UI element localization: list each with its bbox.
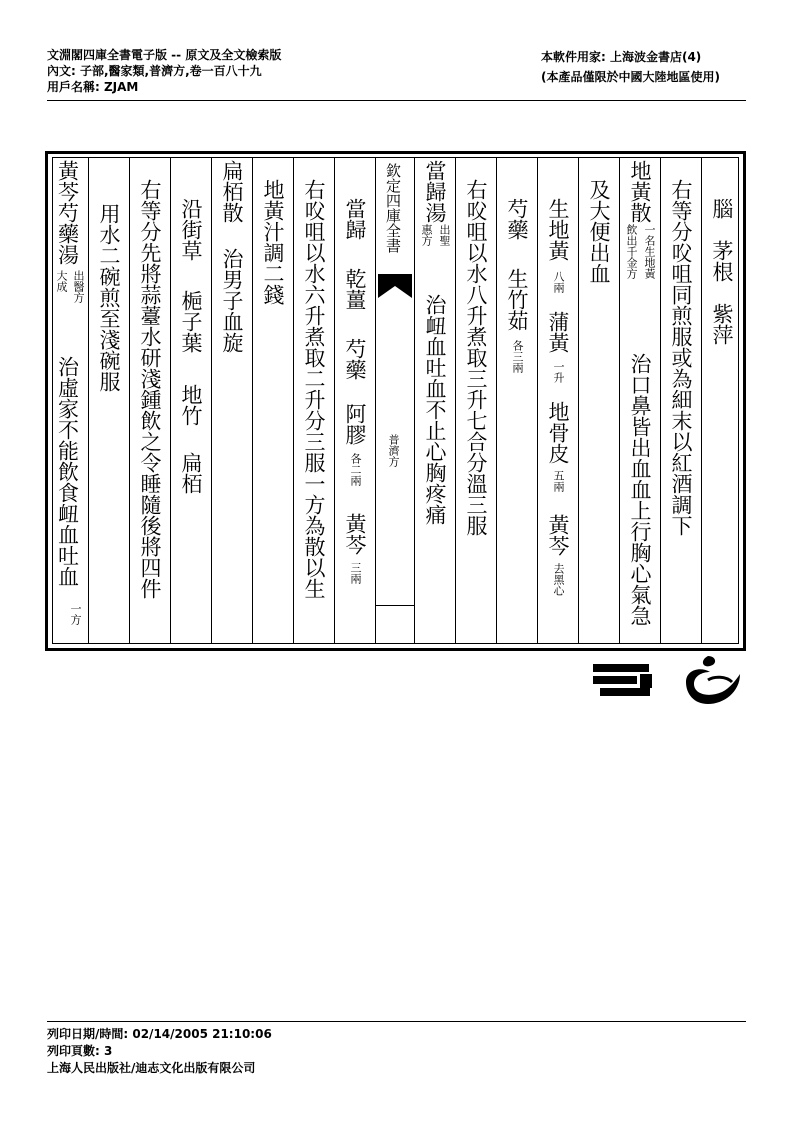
publisher-logo-icon (590, 652, 746, 712)
footer-divider (47, 1021, 746, 1022)
ingredient: 地骨皮 (546, 401, 570, 464)
dosage: 各二兩 (349, 453, 362, 486)
ingredient: 扁栢 (179, 452, 203, 494)
annotation: 一方 (69, 603, 82, 625)
text-column (252, 158, 293, 643)
ingredient: 當歸 (343, 198, 367, 240)
ingredient: 蒲黃 (546, 311, 570, 353)
annotation: 惠方 (420, 224, 433, 246)
header-right (541, 47, 720, 87)
ingredient: 芍藥 (343, 338, 367, 380)
header-content-path: 內文: 子部,醫家類,普濟方,卷一百八十九 (47, 64, 262, 78)
footer (47, 1026, 272, 1077)
dosage: 一升 (552, 361, 565, 383)
annotation: 飲出千金方 (625, 224, 638, 279)
ingredient: 生竹茹 (505, 268, 529, 331)
text-column (293, 158, 334, 643)
ingredient: 沿街草 (179, 198, 203, 261)
ingredient: 阿膠 (343, 403, 367, 445)
text-column (496, 158, 537, 643)
text-column (537, 158, 578, 643)
text-column (414, 158, 455, 643)
formula-name: 扁栢散 (220, 160, 244, 223)
annotation: 出聖 (438, 224, 451, 246)
ingredient: 地竹 (179, 384, 203, 426)
text-column (619, 158, 660, 643)
text-column (660, 158, 701, 643)
column-text: 用水二碗煎至淺碗服 (97, 203, 121, 392)
column-text: 治虛家不能飲食衄血吐血 (55, 356, 80, 587)
header-licensee: 本軟件用家: 上海波金書店(4) (541, 50, 702, 64)
header-left (47, 47, 281, 95)
dosage: 三兩 (349, 562, 362, 584)
header-region-note: (本產品僅限於中國大陸地區使用) (541, 70, 720, 84)
page-frame (45, 151, 746, 651)
ingredient: 梔子葉 (179, 290, 203, 353)
annotation: 大成 (55, 270, 68, 292)
banner-divider (376, 605, 414, 606)
header-divider (47, 100, 746, 101)
print-page-count: 列印頁數: 3 (47, 1044, 113, 1058)
banner-title: 欽定四庫全書 (384, 163, 402, 253)
print-datetime: 列印日期/時間: 02/14/2005 21:10:06 (47, 1027, 272, 1041)
ingredient: 芍藥 (505, 198, 529, 240)
text-column (578, 158, 619, 643)
ingredient: 黃芩 (343, 513, 367, 555)
banner-column (375, 158, 414, 643)
text-column (170, 158, 211, 643)
text-column (701, 158, 742, 643)
dosage: 五兩 (552, 470, 565, 492)
formula-name: 黃芩芍藥湯 (55, 160, 80, 265)
column-text: 右等分㕮咀同煎服或為細末以紅酒調下 (669, 179, 693, 536)
text-grid (52, 157, 739, 644)
formula-name: 當歸湯 (423, 160, 447, 223)
column-text: 治衄血吐血不止心胸疼痛 (423, 294, 447, 525)
annotation: 出醫方 (72, 270, 85, 303)
dosage: 八兩 (552, 271, 565, 293)
fishtail-icon (378, 274, 412, 300)
column-text: 治男子血旋 (220, 248, 244, 353)
text-column (47, 158, 88, 643)
banner-book-title: 普濟方 (387, 434, 400, 467)
text-column (334, 158, 375, 643)
column-text: 右㕮咀以水六升煮取二升分三服一方為散以生 (302, 179, 326, 599)
dosage: 各三兩 (511, 340, 524, 373)
header-title: 文淵閣四庫全書電子版 -- 原文及全文檢索版 (47, 48, 282, 62)
text-column (129, 158, 170, 643)
column-text: 腦 茅根 紫萍 (710, 198, 734, 345)
ingredient: 黃芩 (546, 514, 570, 556)
text-column (211, 158, 252, 643)
column-text: 及大便出血 (587, 179, 611, 284)
formula-name: 地黃散 (628, 160, 652, 223)
text-column (88, 158, 129, 643)
column-text: 治口鼻皆出血血上行胸心氣急 (628, 353, 652, 626)
ingredient: 生地黃 (546, 198, 570, 261)
ingredient: 乾薑 (343, 268, 367, 310)
column-text: 右等分先將蒜薹水研淺鍾飲之令睡隨後將四件 (138, 179, 162, 599)
column-text: 地黃汁調二錢 (261, 179, 285, 305)
header-user-name: 用戶名稱: ZJAM (47, 80, 139, 94)
annotation: 一名生地黃 (643, 224, 656, 279)
publisher-names: 上海人民出版社/迪志文化出版有限公司 (47, 1061, 256, 1075)
column-text: 右㕮咀以水八升煮取三升七合分溫三服 (464, 179, 488, 536)
dosage: 去黑心 (552, 563, 565, 596)
text-column (455, 158, 496, 643)
